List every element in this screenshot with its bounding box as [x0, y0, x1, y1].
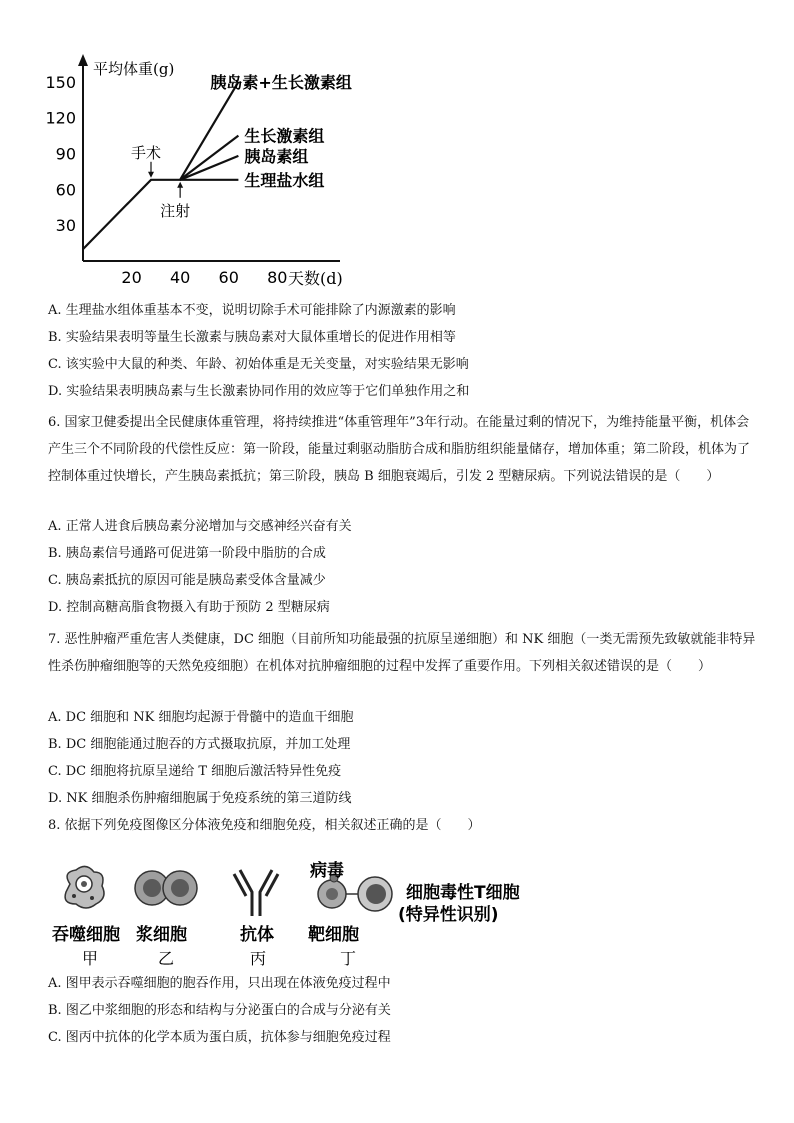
- series-label-1: 生长激素组: [244, 126, 325, 146]
- q5-option-a: A. 生理盐水组体重基本不变，说明切除手术可能排除了内源激素的影响: [48, 303, 456, 318]
- cytotoxic-t-cell-illustration: [358, 877, 392, 911]
- x-tick-label: 20: [121, 268, 142, 287]
- surgery-annotation: 手术: [131, 143, 162, 162]
- jia-label: 甲: [82, 949, 99, 968]
- phagocyte-label: 吞噬细胞: [52, 925, 120, 945]
- surgery-arrowhead: [148, 172, 154, 178]
- series-label-2: 胰岛素组: [244, 146, 309, 166]
- q8-option-c: C. 图丙中抗体的化学本质为蛋白质，抗体参与细胞免疫过程: [48, 1030, 391, 1045]
- y-tick-label: 30: [55, 216, 76, 236]
- ctl-note: (特异性识别): [398, 905, 499, 925]
- plasma-cell-label: 浆细胞: [136, 925, 187, 945]
- injection-annotation: 注射: [160, 201, 191, 220]
- q6-stem: 6. 国家卫健委提出全民健康体重管理，将持续推进“体重管理年”3年行动。在能量过剩的情况下，为维持能量平衡，机体会产生三个不同阶段的代偿性反应：第一阶段，能量过剩驱动脂肪合成和脂肪组织能量储存，增加体重；第二阶段，机体为了控制体重过快增长，产生胰岛素抵抗；第三阶段，胰岛 B 细胞衰竭后，引发 2 型糖尿病。下列说法错误的是（ ）: [48, 415, 751, 484]
- yi-label: 乙: [158, 949, 175, 968]
- q8-stem: 8. 依据下列免疫图像区分体液免疫和细胞免疫，相关叙述正确的是（ ）: [48, 818, 481, 833]
- series-line-2: [180, 156, 238, 180]
- x-tick-label: 40: [169, 268, 191, 287]
- antibody-illustration: [234, 870, 278, 916]
- target-cell-label: 靶细胞: [308, 925, 359, 945]
- q8-option-b: B. 图乙中浆细胞的形态和结构与分泌蛋白的合成与分泌有关: [48, 1003, 391, 1018]
- q6-option-b: B. 胰岛素信号通路可促进第一阶段中脂肪的合成: [48, 546, 326, 561]
- series-line-1: [180, 136, 238, 180]
- y-tick-label: 150: [45, 72, 76, 92]
- q5-option-c: C. 该实验中大鼠的种类、年龄、初始体重是无关变量，对实验结果无影响: [48, 357, 469, 372]
- q6-option-d: D. 控制高糖高脂食物摄入有助于预防 2 型糖尿病: [48, 600, 330, 615]
- ctl-label: 细胞毒性T细胞: [406, 883, 520, 903]
- q8-option-a: A. 图甲表示吞噬细胞的胞吞作用，只出现在体液免疫过程中: [48, 976, 391, 991]
- y-tick-label: 90: [55, 144, 76, 164]
- bing-label: 丙: [250, 949, 267, 968]
- x-axis-label: 天数(d): [288, 269, 343, 288]
- q5-option-d: D. 实验结果表明胰岛素与生长激素协同作用的效应等于它们单独作用之和: [48, 384, 470, 399]
- q7-stem: 7. 恶性肿瘤严重危害人类健康，DC 细胞（目前所知功能最强的抗原呈递细胞）和 NK 细胞（一类无需预先致敏就能非特异性杀伤肿瘤细胞等的天然免疫细胞）在机体对抗肿瘤细胞的过程中发挥了重要作用。下列相关叙述错误的是（ ）: [48, 632, 756, 674]
- plasma-cell-illustration: [135, 871, 197, 905]
- weight-chart: [40, 52, 380, 297]
- y-tick-label: 60: [55, 180, 76, 200]
- q7-option-b: B. DC 细胞能通过胞吞的方式摄取抗原，并加工处理: [48, 737, 351, 752]
- ding-label: 丁: [340, 949, 357, 968]
- q6-option-c: C. 胰岛素抵抗的原因可能是胰岛素受体含量减少: [48, 573, 326, 588]
- series-label-3: 生理盐水组: [244, 170, 325, 190]
- q5-option-b: B. 实验结果表明等量生长激素与胰岛素对大鼠体重增长的促进作用相等: [48, 330, 456, 345]
- y-axis-label: 平均体重(g): [93, 60, 175, 78]
- q7-option-d: D. NK 细胞杀伤肿瘤细胞属于免疫系统的第三道防线: [48, 791, 352, 806]
- immune-cells-figure: [40, 860, 560, 972]
- q7-option-a: A. DC 细胞和 NK 细胞均起源于骨髓中的造血干细胞: [48, 710, 354, 725]
- y-axis-arrow: [78, 54, 88, 66]
- antibody-label: 抗体: [240, 925, 274, 945]
- x-tick-label: 60: [218, 268, 239, 287]
- y-tick-label: 120: [45, 108, 76, 128]
- q7-option-c: C. DC 细胞将抗原呈递给 T 细胞后激活特异性免疫: [48, 764, 342, 779]
- x-tick-label: 80: [267, 268, 288, 287]
- virus-label: 病毒: [310, 861, 344, 881]
- series-label-0: 胰岛素+生长激素组: [210, 73, 352, 92]
- injection-arrowhead: [177, 182, 183, 188]
- q6-option-a: A. 正常人进食后胰岛素分泌增加与交感神经兴奋有关: [48, 519, 352, 534]
- phagocyte-illustration: [65, 866, 104, 908]
